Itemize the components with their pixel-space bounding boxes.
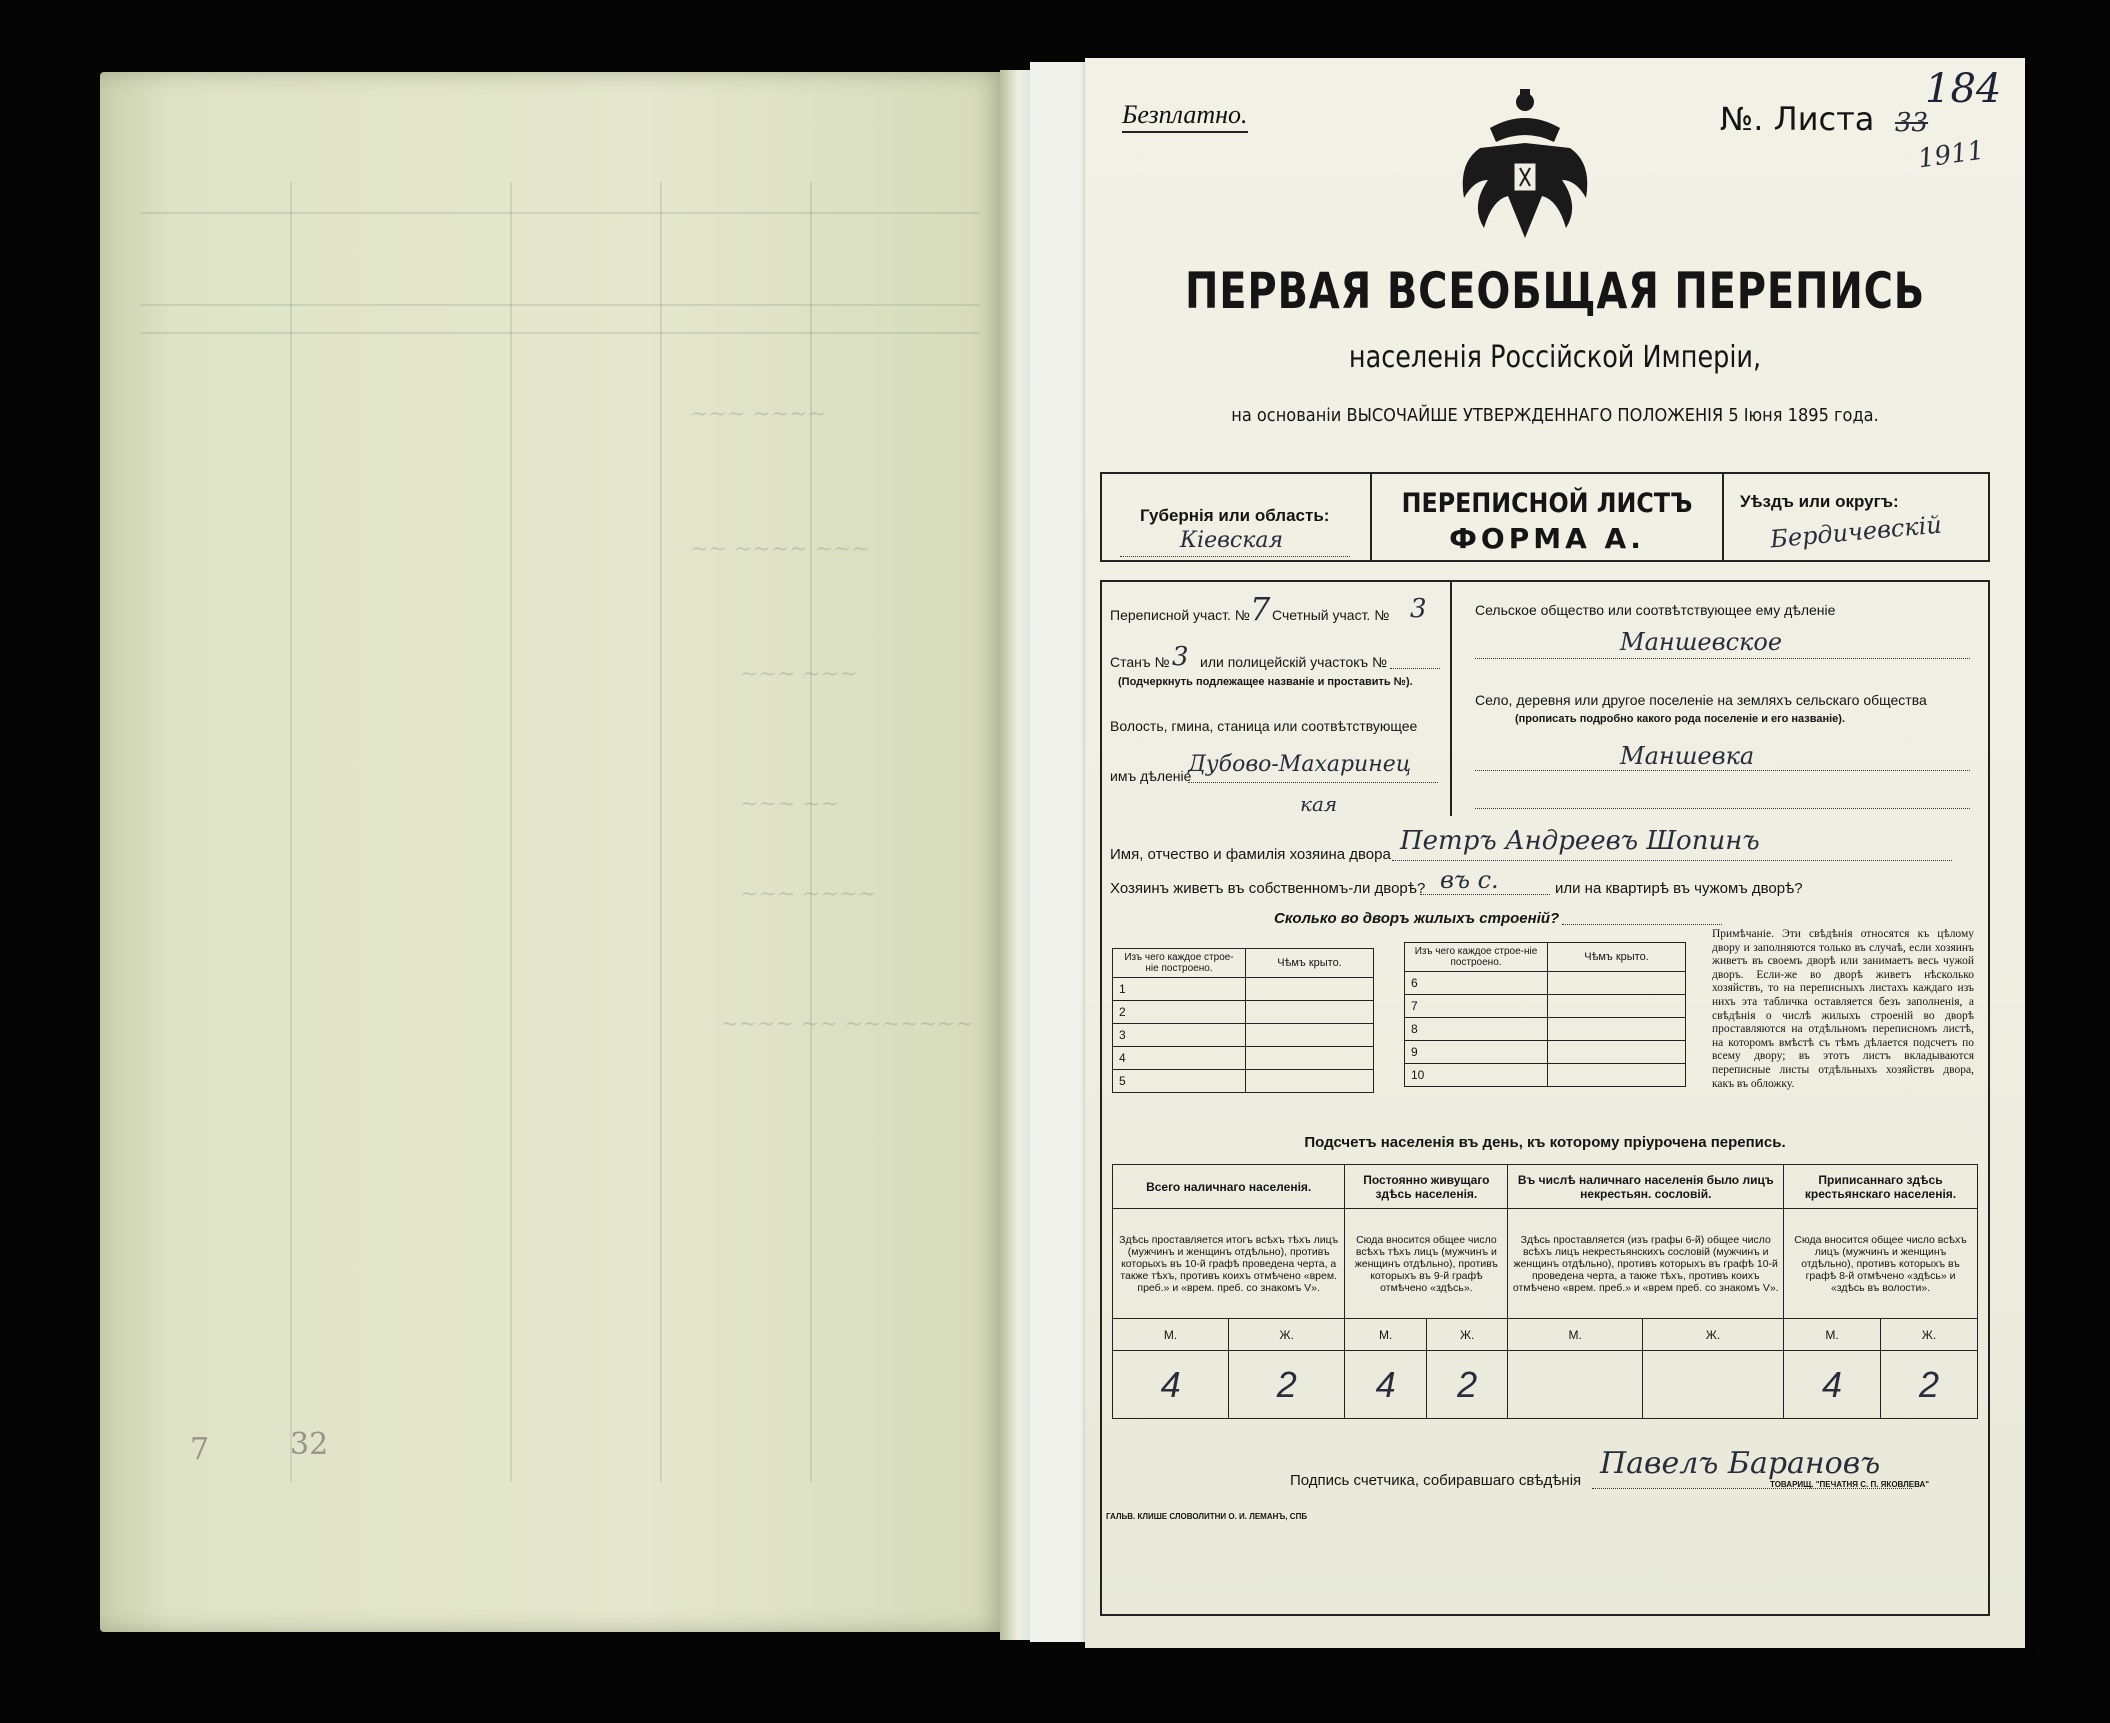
society-label: Сельское общество или соотвѣтствующее ему дѣленіе (1475, 602, 1836, 618)
pop-m-label: М. (1508, 1319, 1643, 1351)
census-basis: на основаніи ВЫСОЧАЙШЕ УТВЕРЖДЕННАГО ПОЛОЖЕНІЯ 5 Іюня 1895 года. (1231, 405, 1879, 426)
population-heading: Подсчетъ населенія въ день, къ которому пріурочена перепись. (1304, 1134, 1786, 1151)
uchastok-label: Переписной участ. № (1110, 607, 1250, 623)
pop-value: 4 (1113, 1351, 1229, 1419)
printer-right: ТОВАРИЩ. "ПЕЧАТНЯ С. П. ЯКОВЛЕВА" (1770, 1480, 1930, 1489)
pop-m-label: М. (1784, 1319, 1881, 1351)
buildings-note: Примѣчаніе. Эти свѣдѣнія относятся къ цѣлому двору и заполняются только въ случаѣ, если хозяинъ живетъ въ своемъ дворѣ или занимаетъ весь чужой дворъ. Если-же во дворѣ живетъ нѣсколько хозяйствъ, то на переписныхъ листахъ каждаго изъ нихъ эта табличка оставляется безъ заполненія, а свѣдѣнія о числѣ жилыхъ строеній во дворѣ проставляются на отдѣльномъ переписномъ листѣ, на которомъ вмѣстѣ съ тѣмъ дѣлается подсчетъ по всему двору; въ этотъ листъ вкладываются переписные листы отдѣльныхъ хозяйствъ двора, какъ въ обложку. (1712, 928, 1974, 1090)
lives-label: Хозяинъ живетъ въ собственномъ-ли дворѣ? (1110, 880, 1426, 897)
building-row: 2 (1113, 1001, 1246, 1024)
volost-value-2: кая (1300, 792, 1338, 816)
buildings-col-roof: Чѣмъ крыто. (1548, 943, 1686, 972)
volost-label-2: имъ дѣленіе (1110, 768, 1192, 784)
apartment-label: или на квартирѣ въ чужомъ дворѣ? (1555, 880, 1803, 897)
uezd-value: Бердичевскій (1769, 510, 1943, 554)
building-row: 4 (1113, 1047, 1246, 1070)
uezd-label: Уѣздъ или округъ: (1740, 492, 1899, 511)
pop-value: 4 (1784, 1351, 1881, 1419)
police-label: или полицейскій участокъ № (1200, 654, 1388, 670)
pop-value: 2 (1229, 1351, 1345, 1419)
sheet-number-value: 184 (1925, 66, 2002, 112)
building-row: 8 (1405, 1018, 1548, 1041)
building-row: 6 (1405, 972, 1548, 995)
census-title: ПЕРВАЯ ВСЕОБЩАЯ ПЕРЕПИСЬ (1184, 262, 1926, 320)
pop-col-total: Всего наличнаго населенія. (1113, 1165, 1345, 1209)
pop-m-label: М. (1113, 1319, 1229, 1351)
margin-note-7: 7 (190, 1432, 210, 1467)
building-row: 9 (1405, 1041, 1548, 1064)
building-row: 3 (1113, 1024, 1246, 1047)
building-row: 10 (1405, 1064, 1548, 1087)
free-label: Безплатно. (1122, 100, 1248, 133)
pop-value: 2 (1880, 1351, 1977, 1419)
sheet-number-struck: 33 (1895, 108, 1929, 138)
volost-label: Волость, гмина, станица или соотвѣтствующее (1110, 718, 1418, 734)
village-value: Маншевка (1620, 742, 1755, 770)
village-note: (прописать подробно какого рода поселеніе и его названіе). (1515, 713, 1846, 725)
buildings-col-roof: Чѣмъ крыто. (1246, 949, 1374, 978)
lives-value: въ с. (1440, 866, 1499, 894)
pop-note-registered: Сюда вносится общее число всѣхъ лицъ (мужчинъ и женщинъ отдѣльно), противъ которыхъ въ графѣ 8-й отмѣчено «здѣсь» и «здѣсь въ волости». (1784, 1209, 1978, 1319)
page-edge (1030, 62, 1090, 1642)
census-subtitle: населенія Россійской Имперіи, (1348, 340, 1762, 375)
pop-col-non-peasant: Въ числѣ наличнаго населенія было лицъ некрестьян. сословій. (1508, 1165, 1784, 1209)
buildings-table-left (1112, 948, 1374, 1093)
stan-note: (Подчеркнуть подлежащее названіе и проставить №). (1118, 676, 1413, 688)
building-row: 7 (1405, 995, 1548, 1018)
buildings-col-material: Изъ чего каждое строе-ніе построено. (1405, 943, 1548, 972)
pop-note-non-peasant: Здѣсь проставляется (изъ графы 6-й) общее число всѣхъ лицъ некрестьянскихъ сословій (мужчинъ и женщинъ отдѣльно), противъ которыхъ въ графѣ 10-й проведена черта, а также тѣхъ, противъ коихъ отмѣчено «врем. преб.» и «врем преб. со знакомъ V». (1508, 1209, 1784, 1319)
building-row: 5 (1113, 1070, 1246, 1093)
pop-m-label: М. (1345, 1319, 1427, 1351)
sheet-number-label: №. Листа (1720, 100, 1875, 138)
volost-value: Дубово-Махаринец (1188, 752, 1412, 777)
society-value: Маншевское (1620, 628, 1783, 656)
pop-value: 2 (1426, 1351, 1508, 1419)
gubernia-value: Кіевская (1180, 528, 1284, 553)
village-label: Село, деревня или другое поселеніе на земляхъ сельскаго общества (1475, 692, 1927, 708)
margin-note-32: 32 (290, 1427, 329, 1462)
stan-value: 3 (1172, 642, 1189, 672)
schetny-value: 3 (1410, 594, 1427, 624)
pop-f-label: Ж. (1880, 1319, 1977, 1351)
pop-col-resident: Постоянно живущаго здѣсь населенія. (1345, 1165, 1508, 1209)
signature-value: Павелъ Барановъ (1600, 1446, 1881, 1481)
schetny-label: Счетный участ. № (1272, 607, 1390, 623)
population-table (1112, 1164, 1978, 1419)
imperial-eagle-emblem (1450, 88, 1600, 248)
uchastok-value: 7 (1250, 590, 1271, 628)
pop-f-label: Ж. (1426, 1319, 1508, 1351)
stan-label: Станъ № (1110, 654, 1170, 670)
gubernia-label: Губернія или область: (1140, 506, 1330, 525)
signature-label: Подпись счетчика, собиравшаго свѣдѣнія (1290, 1472, 1582, 1489)
form-title: ПЕРЕПИСНОЙ ЛИСТЪ (1401, 488, 1693, 519)
left-page: ~~~ ~~~~ ~~ ~~~~ ~~~ ~~~ ~~~ ~~~ ~~ ~~~ ~~~~ ~~~~ ~~ ~~~~~~~ 7 32 (100, 72, 1005, 1632)
pop-note-resident: Сюда вносится общее число всѣхъ тѣхъ лицъ (мужчинъ и женщинъ отдѣльно), противъ которыхъ въ 9-й графѣ отмѣчено «здѣсь». (1345, 1209, 1508, 1319)
pop-value (1642, 1351, 1783, 1419)
pop-f-label: Ж. (1229, 1319, 1345, 1351)
sheet-number-sub: 1911 (1916, 135, 1986, 175)
buildings-table-right (1404, 942, 1686, 1087)
form-letter: ФОРМА А. (1449, 522, 1645, 555)
printer-left: ГАЛЬВ. КЛИШЕ СЛОВОЛИТНИ О. И. ЛЕМАНЪ, СПБ (1106, 1512, 1308, 1521)
pop-note-total: Здѣсь проставляется итогъ всѣхъ тѣхъ лицъ (мужчинъ и женщинъ отдѣльно), противъ которыхъ въ 10-й графѣ проведена черта, а также тѣхъ, противъ коихъ отмѣчено «врем. преб.» и «врем. преб. со знакомъ V». (1113, 1209, 1345, 1319)
owner-value: Петръ Андреевъ Шопинъ (1400, 826, 1760, 856)
owner-label: Имя, отчество и фамилія хозяина двора (1110, 846, 1391, 863)
pop-f-label: Ж. (1642, 1319, 1783, 1351)
building-row: 1 (1113, 978, 1246, 1001)
pop-value (1508, 1351, 1643, 1419)
buildings-label: Сколько во дворъ жилыхъ строеній? (1274, 910, 1560, 927)
buildings-col-material: Изъ чего каждое строе-ніе построено. (1113, 949, 1246, 978)
pop-value: 4 (1345, 1351, 1427, 1419)
pop-col-registered: Приписаннаго здѣсь крестьянскаго населенія. (1784, 1165, 1978, 1209)
